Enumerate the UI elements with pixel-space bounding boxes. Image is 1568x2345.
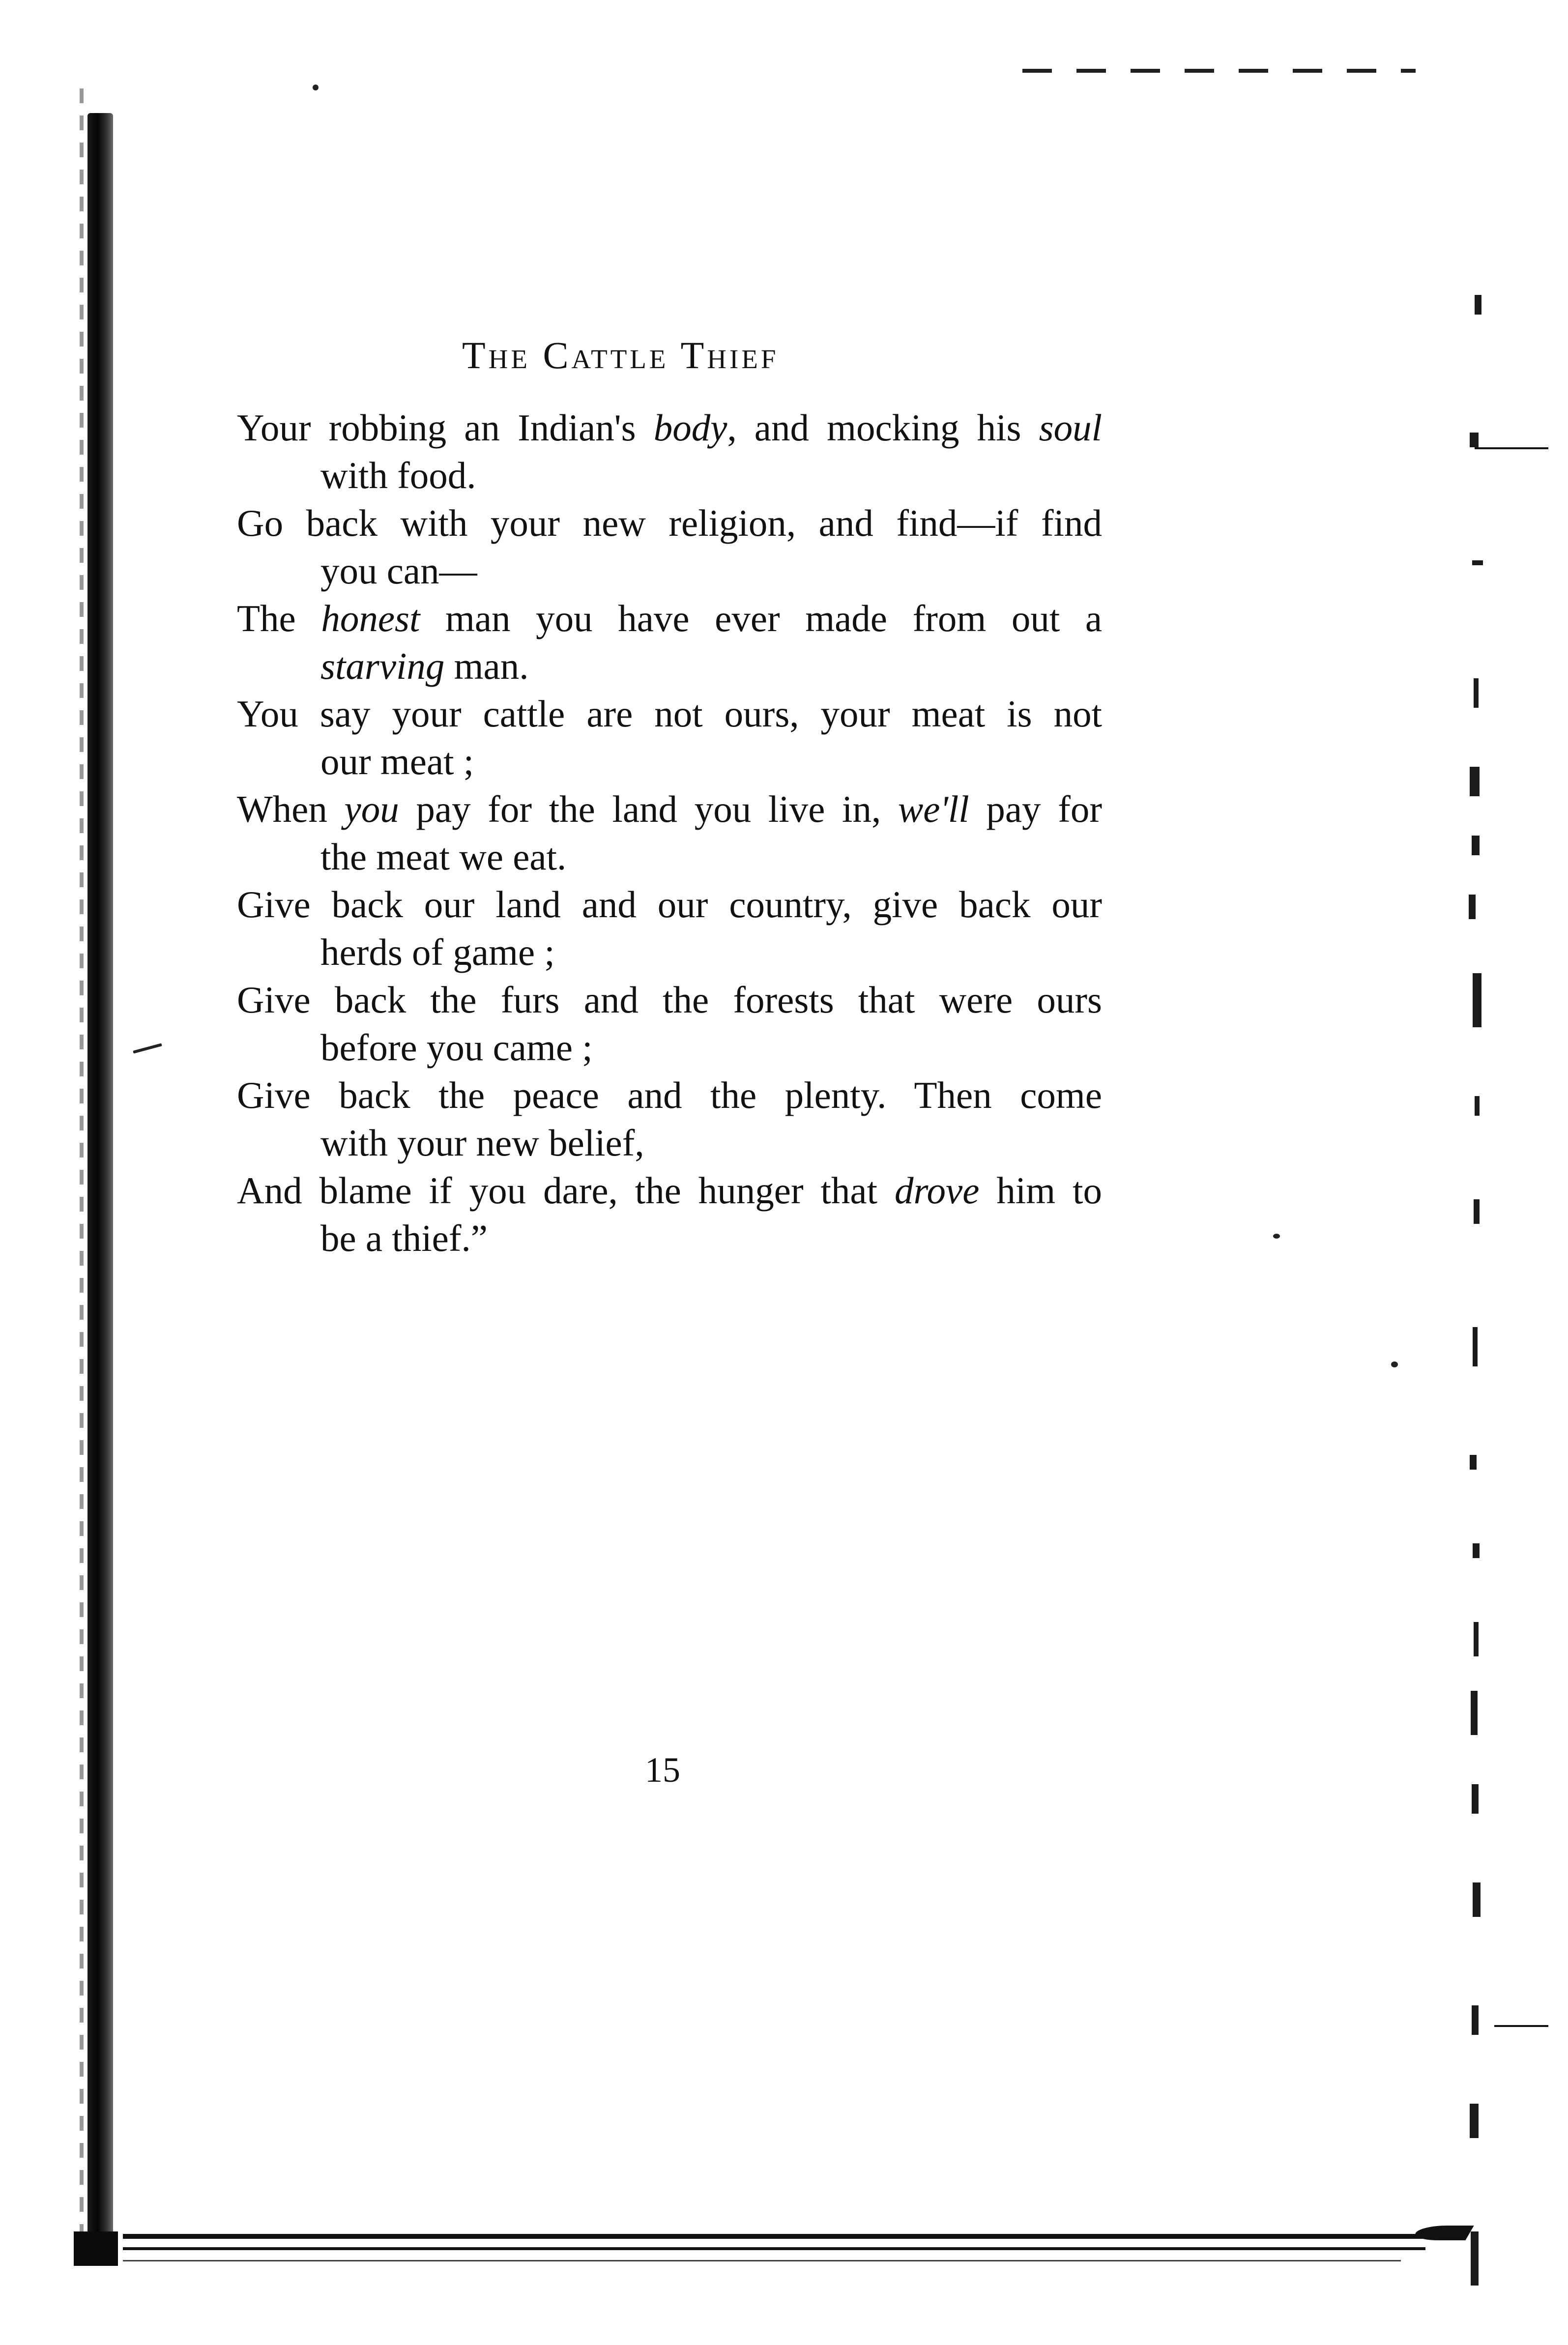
poem-line: And blame if you dare, the hunger that drove him to xyxy=(237,1169,1102,1212)
poem-line-continued: you can— xyxy=(320,550,477,592)
stanza xyxy=(237,595,1102,690)
poem-line-continued: be a thief.” xyxy=(320,1217,488,1259)
poem-line: Give back the furs and the forests that were ours xyxy=(237,979,1102,1021)
stanza xyxy=(237,404,1102,499)
poem-line: The honest man you have ever made from out a xyxy=(237,597,1102,639)
speck xyxy=(1391,1361,1398,1367)
poem-line: Give back the peace and the plenty. Then come xyxy=(237,1074,1102,1116)
poem-line-continued: the meat we eat. xyxy=(320,836,567,878)
speck xyxy=(313,85,319,90)
poem-line-continued: herds of game ; xyxy=(320,931,555,973)
poem-line: You say your cattle are not ours, your meat is not xyxy=(237,693,1102,735)
stanza xyxy=(237,785,1102,881)
poem-line-continued: with your new belief, xyxy=(320,1122,644,1164)
speck xyxy=(1273,1234,1280,1239)
poem-line-continued: before you came ; xyxy=(320,1026,593,1069)
poem xyxy=(237,404,1102,1262)
bottom-edge-line xyxy=(123,2234,1450,2239)
poem-line-continued: our meat ; xyxy=(320,740,474,782)
bottom-edge-line xyxy=(123,2260,1401,2261)
poem-line: Your robbing an Indian's body, and mocking his soul xyxy=(237,406,1102,449)
page-number: 15 xyxy=(645,1750,680,1790)
poem-line-continued: with food. xyxy=(320,454,476,496)
stanza xyxy=(237,1167,1102,1262)
stanza xyxy=(237,1071,1102,1167)
poem-line-continued: starving man. xyxy=(320,645,529,687)
right-edge-marks xyxy=(1455,88,1509,2227)
right-edge-tick xyxy=(1494,2025,1548,2027)
right-edge-tick xyxy=(1475,447,1548,449)
binding-foot xyxy=(74,2231,118,2266)
bottom-edge-line xyxy=(123,2247,1425,2250)
bottom-edge-flourish xyxy=(1411,2226,1474,2240)
stanza xyxy=(237,690,1102,785)
book-binding xyxy=(87,113,113,2266)
stanza xyxy=(237,499,1102,595)
speck xyxy=(133,1043,162,1053)
page-title: The Cattle Thief xyxy=(462,334,779,376)
binding-edge xyxy=(80,88,84,2276)
top-edge-marks xyxy=(1022,69,1416,73)
stanza xyxy=(237,976,1102,1071)
poem-line: Go back with your new religion, and find—if find xyxy=(237,502,1102,544)
poem-line: When you pay for the land you live in, we'll pay for xyxy=(237,788,1102,830)
poem-line: Give back our land and our country, give back our xyxy=(237,883,1102,926)
stanza xyxy=(237,881,1102,976)
